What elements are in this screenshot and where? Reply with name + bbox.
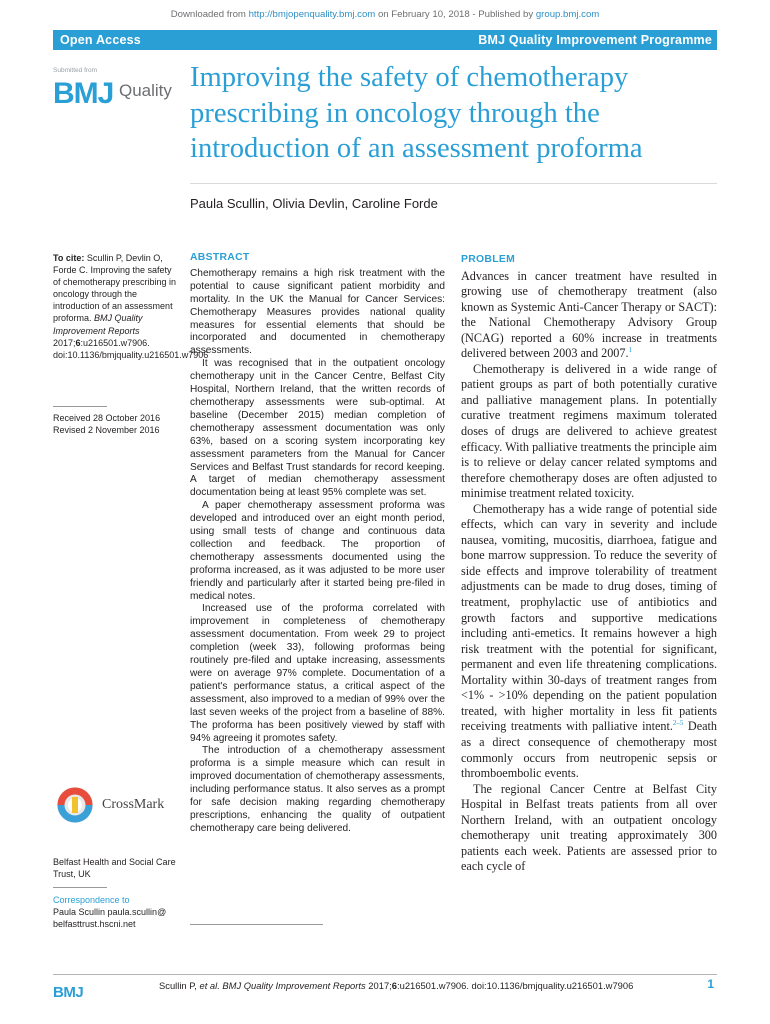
title-line: Improving the safety of chemotherapy [190,62,629,93]
title-line: introduction of an assessment proforma [190,133,643,164]
publisher-link[interactable]: group.bmj.com [535,9,600,20]
journal-url-link[interactable]: http://bmjopenquality.bmj.com [248,9,376,20]
abstract-paragraph: A paper chemotherapy assessment proforma was developed and introduced over an eight month period, using small tests of change and continuous data collection and feedback. The proportion of chemotherapy assessments documented using the proforma increased, as it was adjusted to be more user friendly and particularly after it started being pre-filed in medical notes. [190,500,445,602]
side-divider [53,887,107,888]
abstract-paragraph: The introduction of a chemotherapy assessment proforma is a simple measure which can result in improved documentation of chemotherapy assessments, including performance status. It also serves as a prompt for safe decision making regarding chemotherapy prescriptions, enhancing the quality of outpatient chemotherapy care being delivered. [190,745,445,834]
footer-citation-start: Scullin P, [159,980,200,991]
page-footer [53,974,717,1002]
title-line: prescribing in oncology through the [190,97,600,129]
footer-volume: 6 [391,980,397,991]
footer-citation-mid: 2017; [365,980,392,991]
correspondence-text: Paula Scullin paula.scullin@ belfasttrust.hscni.net [53,907,167,930]
bmj-quality-logo [53,77,183,117]
download-prefix: Downloaded from [170,9,249,20]
abstract-end-rule [190,924,323,925]
reference-link[interactable]: 1 [628,346,633,355]
crossmark-badge[interactable] [53,783,183,827]
download-middle: on February 10, 2018 - Published by [375,9,536,20]
abstract-paragraph: It was recognised that in the outpatient oncology chemotherapy unit in the Cancer Centre, Belfast City Hospital, Northern Ireland, that the written records of chemotherapy assessments were sub-optimal. At baseline (December 2015) median completion of chemotherapy assessment documentation was only 63%, based on a scoring system incorporating key assessment parameters from the Manual for Cancer Services and Belfast Trust standards for record keeping. A target of median chemotherapy assessment documentation being at least 95% complete was set. [190,358,445,499]
cite-volume: 6 [75,337,81,348]
problem-paragraph: The regional Cancer Centre at Belfast City Hospital in Belfast treats patients from all over Northern Ireland, with an outpatient oncology chemotherapy unit treating approximately 300 patients each week. Patients are assessed prior to each cycle of [461,781,717,874]
open-access-label: Open Access [60,33,141,47]
correspondence-block [53,894,178,930]
abstract-section [190,252,445,836]
problem-section [461,252,717,875]
cite-doi: :u216501.w7906. doi:10.1136/bmjquality.u216501.w7906 [53,337,209,360]
abstract-heading: ABSTRACT [190,252,250,263]
cite-text: Scullin P, Devlin O, Forde C. Improving the safety of chemotherapy prescribing in oncology through the introduction of an assessment proforma. [53,253,177,324]
title-divider [190,183,717,184]
problem-paragraph: Chemotherapy is delivered in a wide range of patient groups as part of both potentially curative and palliative management plans. In potentially curative treatment regimens maximum tolerated doses of drugs are delivered to achieve greatest efficacy. With palliative treatments the principle aim is to relieve or delay cancer related symptoms and therefore chemotherapy doses are often adjusted to minimise treatment related toxicity. [461,361,717,501]
cite-journal: BMJ Quality Improvement Reports [53,313,143,336]
submitted-from-label: Submitted from [53,67,98,74]
article-title [190,60,720,167]
footer-etal: et al. BMJ Quality Improvement Reports [199,980,366,991]
cite-block [53,252,209,361]
footer-citation [159,980,633,991]
download-notice [0,9,770,20]
page-number: 1 [707,977,714,991]
side-divider [53,406,107,407]
problem-text: Advances in cancer treatment have resulted in growing use of chemotherapy treatment (also known as Systemic Anti-Cancer Therapy or SACT): the National Chemotherapy Advisory Group (NCAG) reported a 60% increase in treatments delivered between 2003 and 2007. [461,268,717,361]
abstract-paragraph: Increased use of the proforma correlated with improvement in completeness of chemotherapy assessment documentation. From week 29 to project completion (week 33), following proformas being routinely pre-filed and uptake increasing, assessments were on average 97% complete. Documentation of a patient's performance status, a critical aspect of the assessment, also improved to a median of 99% over the last seven weeks of the project from a baseline of 88%. The proforma has been positively viewed by staff with 94% agreeing it promotes safety. [190,603,445,744]
received-date: Received 28 October 2016 [53,413,161,423]
programme-label: BMJ Quality Improvement Programme [478,33,712,47]
problem-paragraph [461,502,717,782]
problem-heading: PROBLEM [461,254,516,265]
abstract-paragraph: Chemotherapy remains a high risk treatment with the potential to cause significant patient morbidity and mortality. In the UK the Manual for Cancer Services: Chemotherapy Measures provides national quality measures for essential elements that should be incorporated and documented in chemotherapy assessments. [190,267,445,357]
reference-link[interactable]: 2–5 [672,719,684,728]
problem-paragraph [461,269,717,362]
problem-text: Death as a direct consequence of chemotherapy most commonly occurs from neutropenic sepsis or thromboembolic events. [461,719,718,781]
crossmark-icon [53,783,97,827]
footer-citation-end: :u216501.w7906. doi:10.1136/bmjquality.u216501.w7906 [397,980,634,991]
dates-block [53,412,178,436]
affiliation: Belfast Health and Social Care Trust, UK [53,857,176,880]
cite-label: To cite: [53,253,85,263]
crossmark-text: CrossMark [102,797,165,812]
footer-divider [53,974,717,975]
cite-year: 2017; [53,337,76,348]
bmj-logo-text: BMJ [53,77,114,110]
correspondence-label: Correspondence to [53,895,130,905]
problem-text: Chemotherapy has a wide range of potential side effects, which can vary in severity and include nausea, vomiting, mucositis, diarrhoea, fatigue and bone marrow suppression. To reduce the severity of side effects and improve tolerability of treatment adjustments can be made to drug doses, timing of treatment, prophylactic use of antibiotics and growth factors and supportive medications including anti-emetics. It remains however a high risk treatment with the potential for significant, permanent and even life threatening complications. Mortality within 30-days of treatment ranges from <1% - >10% depending on the patient population treated, with higher mortality in less fit patients receiving treatments with palliative intent. [461,501,717,734]
quality-logo-text: Quality [119,81,172,100]
footer-bmj-logo: BMJ [53,984,84,1001]
author-list: Paula Scullin, Olivia Devlin, Caroline Forde [190,196,438,211]
revised-date: Revised 2 November 2016 [53,425,160,436]
header-banner [53,30,717,50]
